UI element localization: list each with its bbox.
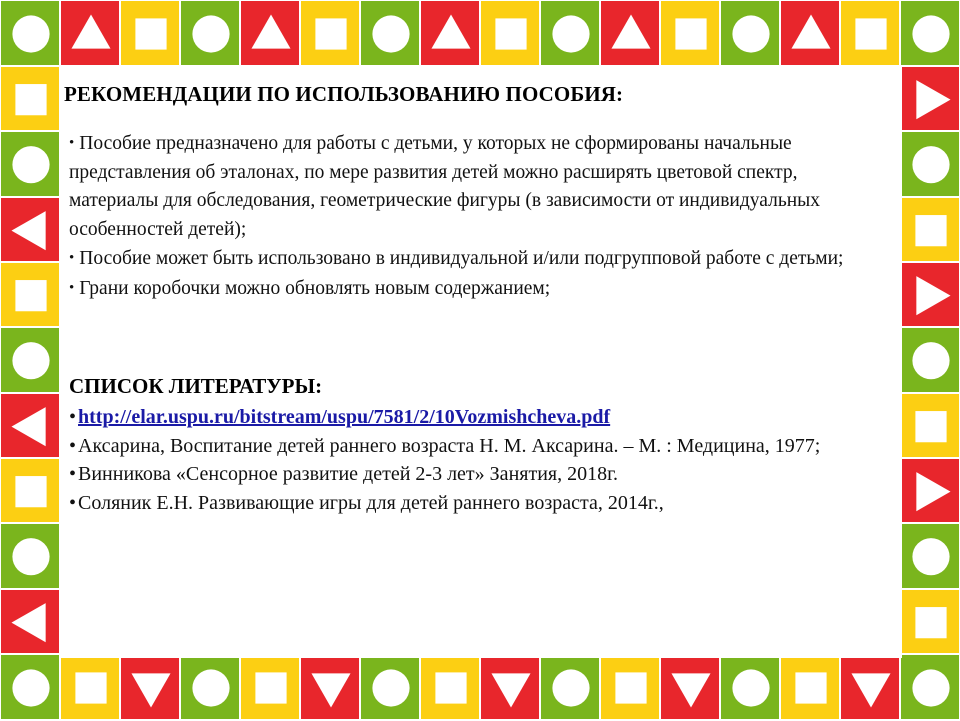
square-icon: [241, 655, 301, 721]
bullet-icon: •: [69, 279, 75, 296]
literature-text: Аксарина, Воспитание детей раннего возраста Н. М. Аксарина. – М. : Медицина, 1977;: [78, 434, 821, 457]
circle-icon: [901, 1, 960, 67]
triangle-right-icon: [901, 67, 960, 132]
triangle-up-icon: [601, 1, 661, 67]
border-tile-green-circle: [0, 131, 60, 196]
triangle-up-icon: [421, 1, 481, 67]
border-tile-yellow-square: [600, 654, 660, 720]
border-tile-green-circle: [900, 654, 960, 720]
border-tile-yellow-square: [900, 197, 960, 262]
square-icon: [901, 590, 960, 655]
triangle-left-icon: [1, 590, 61, 655]
recommendation-item: [69, 129, 889, 244]
bullet-icon: •: [69, 491, 77, 514]
circle-icon: [361, 655, 421, 721]
border-tile-red-triangle-up: [240, 0, 300, 66]
border-tile-green-circle: [900, 523, 960, 588]
border-tile-red-triangle-down: [840, 654, 900, 720]
recommendations-heading: РЕКОМЕНДАЦИИ ПО ИСПОЛЬЗОВАНИЮ ПОСОБИЯ:: [64, 82, 624, 106]
recommendations-list: [69, 129, 889, 303]
circle-icon: [1, 524, 61, 589]
border-tile-yellow-square: [0, 262, 60, 327]
circle-icon: [901, 524, 960, 589]
literature-link[interactable]: http://elar.uspu.ru/bitstream/uspu/7581/2/10Vozmishcheva.pdf: [78, 406, 611, 428]
square-icon: [901, 198, 960, 263]
triangle-left-icon: [1, 394, 61, 459]
border-tile-green-circle: [180, 654, 240, 720]
circle-icon: [901, 328, 960, 393]
circle-icon: [1, 1, 61, 67]
border-tile-yellow-square: [900, 393, 960, 458]
circle-icon: [721, 655, 781, 721]
square-icon: [421, 655, 481, 721]
square-icon: [121, 1, 181, 67]
square-icon: [61, 655, 121, 721]
border-tile-green-circle: [180, 0, 240, 66]
border-tile-green-circle: [540, 0, 600, 66]
square-icon: [601, 655, 661, 721]
circle-icon: [181, 1, 241, 67]
triangle-down-icon: [481, 655, 541, 721]
border-tile-red-triangle-left: [0, 589, 60, 654]
border-tile-yellow-square: [120, 0, 180, 66]
border-tile-red-triangle-right: [900, 66, 960, 131]
recommendation-item: [69, 274, 889, 304]
circle-icon: [541, 1, 601, 67]
square-icon: [901, 394, 960, 459]
border-tile-red-triangle-up: [60, 0, 120, 66]
circle-icon: [361, 1, 421, 67]
triangle-down-icon: [301, 655, 361, 721]
content-panel: [60, 66, 902, 658]
border-tile-red-triangle-left: [0, 197, 60, 262]
border-tile-yellow-square: [780, 654, 840, 720]
square-icon: [481, 1, 541, 67]
literature-item: [69, 432, 889, 461]
border-tile-red-triangle-down: [300, 654, 360, 720]
border-tile-red-triangle-down: [120, 654, 180, 720]
border-tile-yellow-square: [0, 66, 60, 131]
circle-icon: [541, 655, 601, 721]
triangle-down-icon: [121, 655, 181, 721]
border-tile-yellow-square: [60, 654, 120, 720]
square-icon: [301, 1, 361, 67]
border-tile-red-triangle-right: [900, 262, 960, 327]
border-tile-green-circle: [900, 0, 960, 66]
border-tile-green-circle: [360, 0, 420, 66]
border-tile-green-circle: [540, 654, 600, 720]
triangle-left-icon: [1, 198, 61, 263]
literature-text: Соляник Е.Н. Развивающие игры для детей раннего возраста, 2014г.,: [78, 491, 664, 514]
border-tile-green-circle: [720, 0, 780, 66]
border-tile-green-circle: [720, 654, 780, 720]
border-tile-red-triangle-right: [900, 458, 960, 523]
border-tile-green-circle: [900, 131, 960, 196]
circle-icon: [1, 132, 61, 197]
literature-list: [69, 403, 889, 517]
triangle-up-icon: [241, 1, 301, 67]
border-tile-yellow-square: [300, 0, 360, 66]
border-tile-green-circle: [0, 327, 60, 392]
literature-item: [69, 403, 889, 432]
literature-item: [69, 489, 889, 518]
recommendation-text: Пособие предназначено для работы с детьми, у которых не сформированы начальные представления об эталонах, по мере развития детей можно расширять цветовой спектр, материалы для обследования, геометрические фигуры (в зависимости от индивидуальных особенностей детей);: [69, 133, 821, 240]
square-icon: [781, 655, 841, 721]
bullet-icon: •: [69, 135, 75, 151]
border-tile-yellow-square: [0, 458, 60, 523]
border-tile-green-circle: [360, 654, 420, 720]
border-tile-green-circle: [900, 327, 960, 392]
circle-icon: [721, 1, 781, 67]
circle-icon: [901, 655, 960, 721]
circle-icon: [901, 132, 960, 197]
border-tile-red-triangle-left: [0, 393, 60, 458]
border-tile-red-triangle-up: [780, 0, 840, 66]
border-tile-green-circle: [0, 0, 60, 66]
triangle-right-icon: [901, 459, 960, 524]
bullet-icon: •: [69, 250, 75, 266]
literature-item: [69, 460, 889, 489]
border-tile-yellow-square: [660, 0, 720, 66]
triangle-down-icon: [841, 655, 901, 721]
bullet-icon: •: [69, 463, 77, 485]
border-tile-red-triangle-up: [600, 0, 660, 66]
border-tile-green-circle: [0, 654, 60, 720]
triangle-up-icon: [61, 1, 121, 67]
border-tile-yellow-square: [480, 0, 540, 66]
square-icon: [661, 1, 721, 67]
square-icon: [1, 459, 61, 524]
circle-icon: [181, 655, 241, 721]
border-tile-yellow-square: [420, 654, 480, 720]
square-icon: [841, 1, 901, 67]
triangle-down-icon: [661, 655, 721, 721]
bullet-icon: •: [69, 434, 77, 457]
border-tile-red-triangle-down: [480, 654, 540, 720]
border-tile-red-triangle-up: [420, 0, 480, 66]
square-icon: [1, 67, 61, 132]
triangle-up-icon: [781, 1, 841, 67]
square-icon: [1, 263, 61, 328]
recommendation-item: [69, 244, 889, 274]
recommendation-text: Пособие может быть использовано в индивидуальной и/или подгрупповой работе с детьми;: [79, 248, 844, 269]
triangle-right-icon: [901, 263, 960, 328]
literature-heading: СПИСОК ЛИТЕРАТУРЫ:: [69, 374, 323, 398]
border-tile-yellow-square: [840, 0, 900, 66]
literature-text: Винникова «Сенсорное развитие детей 2-3 лет» Занятия, 2018г.: [78, 463, 619, 485]
bullet-icon: •: [69, 406, 77, 428]
border-tile-red-triangle-down: [660, 654, 720, 720]
circle-icon: [1, 328, 61, 393]
recommendation-text: Грани коробочки можно обновлять новым содержанием;: [79, 277, 551, 299]
circle-icon: [1, 655, 61, 721]
border-tile-green-circle: [0, 523, 60, 588]
border-tile-yellow-square: [900, 589, 960, 654]
border-tile-yellow-square: [240, 654, 300, 720]
